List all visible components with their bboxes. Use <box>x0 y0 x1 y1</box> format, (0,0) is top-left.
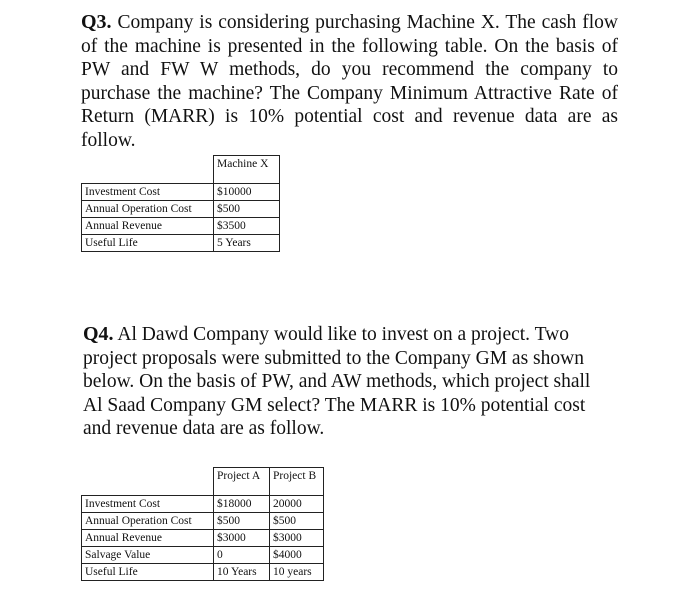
row-label: Useful Life <box>82 235 214 252</box>
header-project-a: Project A <box>214 468 270 496</box>
row-value: $3500 <box>214 218 280 235</box>
row-value-b: 10 years <box>270 564 324 581</box>
row-value: $10000 <box>214 184 280 201</box>
q4-number: Q4. <box>83 323 114 345</box>
q4-body: Al Dawd Company would like to invest on a project. Two project proposals were submitted to the Company GM as shown below. On the basis of PW, and AW methods, which project shall Al Saad Company GM select? The MARR is 10% potential cost and revenue data are as follow. <box>83 324 591 439</box>
table-header-row <box>82 468 324 496</box>
q3-paragraph <box>81 11 618 152</box>
row-label: Annual Revenue <box>82 530 214 547</box>
table-corner <box>82 156 214 184</box>
row-value: $500 <box>214 201 280 218</box>
row-value: 5 Years <box>214 235 280 252</box>
row-value-b: $500 <box>270 513 324 530</box>
q3-body: Company is considering purchasing Machine X. The cash flow of the machine is presented in the following table. On the basis of PW and FW W methods, do you recommend the company to purchase the machine? The Company Minimum Attractive Rate of Return (MARR) is 10% potential cost and revenue data are as follow. <box>81 12 618 151</box>
row-value-a: 0 <box>214 547 270 564</box>
row-label: Annual Operation Cost <box>82 513 214 530</box>
row-value-b: 20000 <box>270 496 324 513</box>
table-row <box>82 218 280 235</box>
q3-number: Q3. <box>81 11 112 33</box>
q4-project-table <box>81 467 324 581</box>
table-row <box>82 184 280 201</box>
row-value-b: $3000 <box>270 530 324 547</box>
table-row <box>82 530 324 547</box>
table-row <box>82 235 280 252</box>
table-row <box>82 513 324 530</box>
row-label: Useful Life <box>82 564 214 581</box>
header-machine-x: Machine X <box>214 156 280 184</box>
row-label: Investment Cost <box>82 496 214 513</box>
table-row <box>82 547 324 564</box>
row-label: Investment Cost <box>82 184 214 201</box>
row-label: Salvage Value <box>82 547 214 564</box>
row-value-a: $3000 <box>214 530 270 547</box>
row-value-a: $500 <box>214 513 270 530</box>
table-corner <box>82 468 214 496</box>
q4-paragraph <box>83 323 613 441</box>
row-value-a: 10 Years <box>214 564 270 581</box>
table-row <box>82 564 324 581</box>
row-label: Annual Operation Cost <box>82 201 214 218</box>
table-row <box>82 201 280 218</box>
row-value-a: $18000 <box>214 496 270 513</box>
row-value-b: $4000 <box>270 547 324 564</box>
table-row <box>82 496 324 513</box>
table-header-row <box>82 156 280 184</box>
header-project-b: Project B <box>270 468 324 496</box>
q3-machine-table <box>81 155 280 252</box>
row-label: Annual Revenue <box>82 218 214 235</box>
